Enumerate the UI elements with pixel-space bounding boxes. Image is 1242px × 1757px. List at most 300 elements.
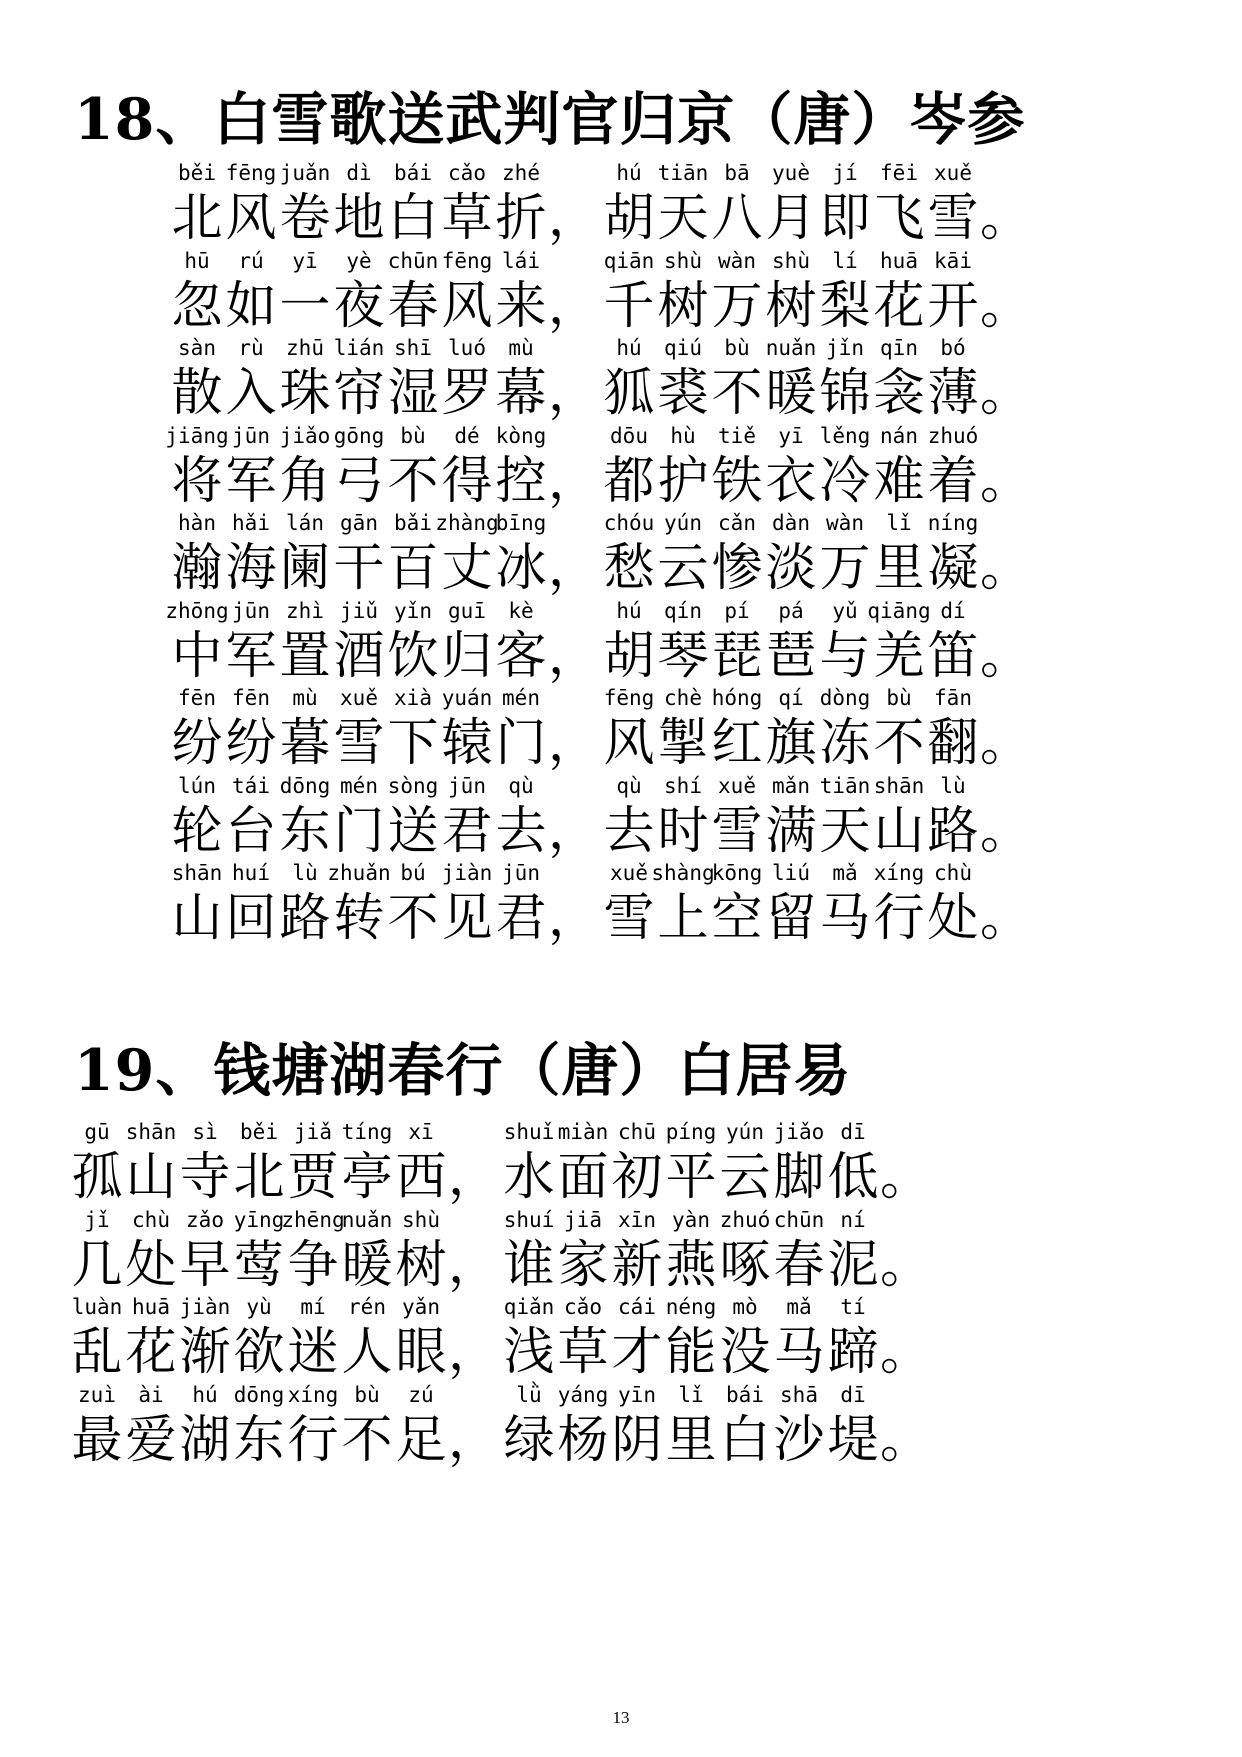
hanzi: 裘 bbox=[657, 364, 709, 423]
pinyin: kōng bbox=[711, 861, 763, 885]
pinyin: tí bbox=[840, 1295, 866, 1319]
punctuation: ， bbox=[548, 626, 600, 686]
hanzi: 燕 bbox=[665, 1235, 717, 1295]
pinyin: chè bbox=[664, 686, 702, 710]
char-cell bbox=[764, 421, 818, 513]
hanzi: 回 bbox=[225, 889, 277, 948]
pinyin: sì bbox=[192, 1120, 218, 1144]
hanzi: 地 bbox=[333, 189, 385, 248]
verse-half bbox=[70, 1292, 448, 1384]
hanzi: 风 bbox=[603, 714, 655, 773]
hanzi: 水 bbox=[503, 1148, 555, 1207]
pinyin: jǐ bbox=[84, 1207, 110, 1232]
char-cell bbox=[278, 333, 332, 425]
pinyin: xuě bbox=[934, 161, 972, 185]
char-cell bbox=[340, 1117, 394, 1209]
pinyin: hú bbox=[616, 336, 642, 360]
hanzi: 着 bbox=[927, 451, 979, 511]
hanzi: 蹄 bbox=[827, 1323, 879, 1382]
pinyin: xuě bbox=[718, 773, 756, 798]
char-cell bbox=[440, 683, 494, 775]
hanzi: 中 bbox=[171, 626, 223, 686]
hanzi: 一 bbox=[279, 276, 331, 336]
pinyin: fēng bbox=[441, 248, 493, 273]
char-cell bbox=[610, 1380, 664, 1472]
char-cell bbox=[494, 158, 548, 250]
pinyin: zǎo bbox=[186, 1207, 224, 1232]
punctuation: ， bbox=[448, 1235, 500, 1295]
verse-half bbox=[602, 771, 980, 863]
char-cell bbox=[232, 1117, 286, 1209]
char-cell bbox=[165, 421, 229, 513]
pinyin: shā bbox=[780, 1382, 818, 1407]
punctuation: 。 bbox=[980, 626, 1032, 686]
punctuation: ， bbox=[548, 451, 600, 511]
pinyin: cǎo bbox=[448, 161, 486, 185]
char-cell bbox=[278, 508, 332, 600]
pinyin: yè bbox=[346, 248, 372, 273]
hanzi: 入 bbox=[225, 364, 277, 423]
char-cell bbox=[440, 158, 494, 250]
char-cell bbox=[602, 858, 656, 950]
punctuation: ， bbox=[448, 1148, 500, 1207]
hanzi: 几 bbox=[71, 1235, 123, 1295]
hanzi: 护 bbox=[657, 451, 709, 511]
char-cell bbox=[656, 246, 710, 338]
hanzi: 夜 bbox=[333, 276, 385, 336]
char-cell bbox=[494, 771, 548, 863]
pinyin: shuí bbox=[503, 1207, 555, 1232]
hanzi: 上 bbox=[657, 889, 709, 948]
hanzi: 留 bbox=[765, 889, 817, 948]
pinyin: juǎn bbox=[279, 161, 331, 185]
hanzi: 归 bbox=[441, 626, 493, 686]
hanzi: 东 bbox=[233, 1410, 285, 1470]
hanzi: 面 bbox=[557, 1148, 609, 1207]
pinyin: lí bbox=[832, 248, 858, 273]
pinyin: hū bbox=[184, 248, 210, 273]
verse-line bbox=[165, 421, 1034, 513]
punctuation: 。 bbox=[880, 1323, 932, 1382]
pinyin: tiān bbox=[657, 161, 709, 185]
hanzi: 卷 bbox=[279, 189, 331, 248]
hanzi: 谁 bbox=[503, 1235, 555, 1295]
char-cell bbox=[278, 858, 332, 950]
hanzi: 将 bbox=[171, 451, 223, 511]
char-cell bbox=[386, 333, 440, 425]
char-cell bbox=[872, 333, 926, 425]
pinyin: lěng bbox=[819, 423, 871, 448]
pinyin: qiān bbox=[603, 248, 655, 273]
pinyin: jūn bbox=[232, 598, 270, 623]
char-cell bbox=[710, 158, 764, 250]
pinyin: shān bbox=[171, 861, 223, 885]
char-cell bbox=[494, 683, 548, 775]
char-cell bbox=[651, 858, 715, 950]
hanzi: 门 bbox=[333, 801, 385, 861]
pinyin: hóng bbox=[711, 686, 763, 710]
hanzi: 台 bbox=[225, 801, 277, 861]
punctuation: 。 bbox=[980, 189, 1032, 248]
pinyin: zhì bbox=[286, 598, 324, 623]
hanzi: 如 bbox=[225, 276, 277, 336]
hanzi: 珠 bbox=[279, 364, 331, 423]
pinyin: qín bbox=[664, 598, 702, 623]
hanzi: 衣 bbox=[765, 451, 817, 511]
pinyin: dōu bbox=[610, 423, 648, 448]
pinyin: mò bbox=[732, 1295, 758, 1319]
char-cell bbox=[818, 421, 872, 513]
hanzi: 爱 bbox=[125, 1410, 177, 1470]
pinyin: pá bbox=[778, 598, 804, 623]
pinyin: fēn bbox=[232, 686, 270, 710]
char-cell bbox=[224, 158, 278, 250]
pinyin: yīng bbox=[233, 1207, 285, 1232]
pinyin: tíng bbox=[341, 1120, 393, 1144]
hanzi: 不 bbox=[387, 889, 439, 948]
hanzi: 君 bbox=[495, 889, 547, 948]
verse-half bbox=[602, 421, 980, 513]
char-cell bbox=[386, 858, 440, 950]
page-number: 13 bbox=[612, 1708, 630, 1727]
hanzi: 去 bbox=[495, 801, 547, 861]
char-cell bbox=[872, 158, 926, 250]
char-cell bbox=[170, 683, 224, 775]
pinyin: bù bbox=[724, 336, 750, 360]
hanzi: 衾 bbox=[873, 364, 925, 423]
char-cell bbox=[332, 158, 386, 250]
pinyin: miàn bbox=[557, 1120, 609, 1144]
pinyin: hú bbox=[616, 598, 642, 623]
char-cell bbox=[394, 1380, 448, 1472]
hanzi: 行 bbox=[873, 889, 925, 948]
pinyin: yǔ bbox=[832, 598, 858, 623]
hanzi: 客 bbox=[495, 626, 547, 686]
char-cell bbox=[386, 596, 440, 688]
pinyin: fēi bbox=[880, 161, 918, 185]
char-cell bbox=[764, 858, 818, 950]
char-cell bbox=[656, 771, 710, 863]
pinyin: běi bbox=[178, 161, 216, 185]
char-cell bbox=[602, 421, 656, 513]
char-cell bbox=[502, 1117, 556, 1209]
pinyin: xuě bbox=[340, 686, 378, 710]
pinyin: shān bbox=[873, 773, 925, 798]
char-cell bbox=[772, 1117, 826, 1209]
verse-half bbox=[165, 421, 548, 513]
char-cell bbox=[656, 333, 710, 425]
hanzi: 愁 bbox=[603, 539, 655, 598]
hanzi: 能 bbox=[665, 1323, 717, 1382]
char-cell bbox=[556, 1292, 610, 1384]
pinyin: lán bbox=[286, 511, 324, 535]
pinyin: guī bbox=[448, 598, 486, 623]
verse-half bbox=[602, 858, 980, 950]
char-cell bbox=[818, 771, 872, 863]
char-cell bbox=[764, 246, 818, 338]
hanzi: 翻 bbox=[927, 714, 979, 773]
char-cell bbox=[178, 1205, 232, 1297]
pinyin: jūn bbox=[502, 861, 540, 885]
pinyin: jiàn bbox=[179, 1295, 231, 1319]
hanzi: 见 bbox=[441, 889, 493, 948]
punctuation: 。 bbox=[980, 451, 1032, 511]
verse-half bbox=[70, 1380, 448, 1472]
hanzi: 不 bbox=[341, 1410, 393, 1470]
pinyin: bú bbox=[400, 861, 426, 885]
punctuation: ， bbox=[548, 364, 600, 423]
punctuation: ， bbox=[548, 189, 600, 248]
pinyin: jūn bbox=[448, 773, 486, 798]
pinyin: fān bbox=[934, 686, 972, 710]
pinyin: nuǎn bbox=[765, 336, 817, 360]
pinyin: pí bbox=[724, 598, 750, 623]
hanzi: 家 bbox=[557, 1235, 609, 1295]
hanzi: 笛 bbox=[927, 626, 979, 686]
hanzi: 孤 bbox=[71, 1148, 123, 1207]
char-cell bbox=[340, 1205, 394, 1297]
hanzi: 冻 bbox=[819, 714, 871, 773]
char-cell bbox=[718, 1292, 772, 1384]
punctuation: 。 bbox=[880, 1235, 932, 1295]
pinyin: lái bbox=[502, 248, 540, 273]
hanzi: 处 bbox=[125, 1235, 177, 1295]
char-cell bbox=[764, 333, 818, 425]
char-cell bbox=[656, 421, 710, 513]
hanzi: 淡 bbox=[765, 539, 817, 598]
pinyin: gū bbox=[84, 1120, 110, 1144]
hanzi: 沙 bbox=[773, 1410, 825, 1470]
verse-line bbox=[170, 158, 1034, 250]
pinyin: wàn bbox=[718, 248, 756, 273]
verse-half bbox=[170, 771, 548, 863]
char-cell bbox=[764, 683, 818, 775]
pinyin: shàng bbox=[651, 861, 715, 885]
char-cell bbox=[610, 1292, 664, 1384]
punctuation: ， bbox=[548, 889, 600, 948]
pinyin: dī bbox=[840, 1382, 866, 1407]
char-cell bbox=[710, 858, 764, 950]
pinyin: tiān bbox=[819, 773, 871, 798]
pinyin: dí bbox=[940, 598, 966, 623]
hanzi: 雪 bbox=[333, 714, 385, 773]
pinyin: shù bbox=[772, 248, 810, 273]
char-cell bbox=[494, 596, 548, 688]
hanzi: 草 bbox=[441, 189, 493, 248]
hanzi: 西 bbox=[395, 1148, 447, 1207]
pinyin: cǎn bbox=[718, 511, 756, 535]
char-cell bbox=[602, 333, 656, 425]
hanzi: 罗 bbox=[441, 364, 493, 423]
char-cell bbox=[826, 1117, 880, 1209]
hanzi: 天 bbox=[657, 189, 709, 248]
hanzi: 辕 bbox=[441, 714, 493, 773]
pinyin: yún bbox=[726, 1120, 764, 1144]
pinyin: fēng bbox=[603, 686, 655, 710]
hanzi: 君 bbox=[441, 801, 493, 861]
hanzi: 狐 bbox=[603, 364, 655, 423]
char-cell bbox=[286, 1380, 340, 1472]
hanzi: 置 bbox=[279, 626, 331, 686]
char-cell bbox=[281, 1205, 345, 1297]
hanzi: 门 bbox=[495, 714, 547, 773]
hanzi: 暖 bbox=[341, 1235, 393, 1295]
pinyin: bǎi bbox=[394, 511, 432, 535]
hanzi: 转 bbox=[333, 889, 385, 948]
hanzi: 琴 bbox=[657, 626, 709, 686]
char-cell bbox=[232, 1205, 286, 1297]
char-cell bbox=[440, 858, 494, 950]
verse-line bbox=[170, 771, 1034, 863]
verse-line bbox=[170, 858, 1034, 950]
hanzi: 饮 bbox=[387, 626, 439, 686]
char-cell bbox=[818, 683, 872, 775]
char-cell bbox=[170, 158, 224, 250]
char-cell bbox=[926, 596, 980, 688]
hanzi: 角 bbox=[279, 451, 331, 511]
hanzi: 得 bbox=[441, 451, 493, 511]
char-cell bbox=[764, 158, 818, 250]
char-cell bbox=[440, 333, 494, 425]
pinyin: qīn bbox=[880, 336, 918, 360]
hanzi: 去 bbox=[603, 801, 655, 861]
verse-half bbox=[170, 158, 548, 250]
char-cell bbox=[170, 246, 224, 338]
char-cell bbox=[926, 421, 980, 513]
char-cell bbox=[710, 508, 764, 600]
pinyin: zhuǎn bbox=[327, 861, 391, 885]
pinyin: lún bbox=[178, 773, 216, 798]
hanzi: 军 bbox=[225, 626, 277, 686]
pinyin: shān bbox=[125, 1120, 177, 1144]
char-cell bbox=[872, 508, 926, 600]
char-cell bbox=[278, 158, 332, 250]
verse-line bbox=[170, 683, 1034, 775]
hanzi: 山 bbox=[873, 801, 925, 861]
char-cell bbox=[502, 1292, 556, 1384]
hanzi: 泥 bbox=[827, 1235, 879, 1295]
hanzi: 胡 bbox=[603, 189, 655, 248]
hanzi: 丈 bbox=[441, 539, 493, 598]
char-cell bbox=[818, 158, 872, 250]
hanzi: 足 bbox=[395, 1410, 447, 1470]
pinyin: jiāng bbox=[165, 423, 229, 448]
hanzi: 即 bbox=[819, 189, 871, 248]
char-cell bbox=[340, 1380, 394, 1472]
hanzi: 百 bbox=[387, 539, 439, 598]
char-cell bbox=[70, 1117, 124, 1209]
char-cell bbox=[435, 508, 499, 600]
hanzi: 亭 bbox=[341, 1148, 393, 1207]
char-cell bbox=[386, 421, 440, 513]
pinyin: jūn bbox=[232, 423, 270, 448]
char-cell bbox=[232, 1380, 286, 1472]
hanzi: 眼 bbox=[395, 1323, 447, 1382]
char-cell bbox=[224, 858, 278, 950]
char-cell bbox=[772, 1380, 826, 1472]
pinyin: dòng bbox=[819, 686, 871, 710]
hanzi: 薄 bbox=[927, 364, 979, 423]
punctuation: 。 bbox=[980, 889, 1032, 948]
punctuation: 。 bbox=[980, 801, 1032, 861]
pinyin: chóu bbox=[603, 511, 655, 535]
char-cell bbox=[494, 858, 548, 950]
verse-half bbox=[170, 508, 548, 600]
pinyin: tái bbox=[232, 773, 270, 798]
char-cell bbox=[502, 1380, 556, 1472]
char-cell bbox=[224, 246, 278, 338]
char-cell bbox=[872, 858, 926, 950]
pinyin: fēng bbox=[225, 161, 277, 185]
hanzi: 暖 bbox=[765, 364, 817, 423]
char-cell bbox=[656, 596, 710, 688]
pinyin: zhàng bbox=[435, 511, 499, 535]
char-cell bbox=[170, 508, 224, 600]
char-cell bbox=[332, 508, 386, 600]
pinyin: yīn bbox=[618, 1382, 656, 1407]
hanzi: 胡 bbox=[603, 626, 655, 686]
punctuation: ， bbox=[448, 1410, 500, 1470]
hanzi: 树 bbox=[395, 1235, 447, 1295]
hanzi: 万 bbox=[711, 276, 763, 336]
char-cell bbox=[278, 771, 332, 863]
pinyin: hú bbox=[192, 1382, 218, 1407]
pinyin: cǎo bbox=[564, 1295, 602, 1319]
hanzi: 瀚 bbox=[171, 539, 223, 598]
char-cell bbox=[710, 421, 764, 513]
char-cell bbox=[556, 1117, 610, 1209]
hanzi: 里 bbox=[873, 539, 925, 598]
pinyin: yī bbox=[292, 248, 318, 273]
pinyin: mù bbox=[292, 686, 318, 710]
pinyin: jiàn bbox=[441, 861, 493, 885]
char-cell bbox=[440, 596, 494, 688]
pinyin: luó bbox=[448, 336, 486, 360]
pinyin: bù bbox=[354, 1382, 380, 1407]
hanzi: 时 bbox=[657, 801, 709, 861]
pinyin: yáng bbox=[557, 1382, 609, 1407]
hanzi: 来 bbox=[495, 276, 547, 336]
pinyin: bái bbox=[394, 161, 432, 185]
punctuation: ， bbox=[448, 1323, 500, 1382]
hanzi: 浅 bbox=[503, 1323, 555, 1382]
pinyin: néng bbox=[665, 1295, 717, 1319]
hanzi: 送 bbox=[387, 801, 439, 861]
hanzi: 春 bbox=[773, 1235, 825, 1295]
char-cell bbox=[602, 158, 656, 250]
hanzi: 雪 bbox=[603, 889, 655, 948]
char-cell bbox=[826, 1380, 880, 1472]
hanzi: 湖 bbox=[179, 1410, 231, 1470]
hanzi: 啄 bbox=[719, 1235, 771, 1295]
hanzi: 绿 bbox=[503, 1410, 555, 1470]
pinyin: shī bbox=[394, 336, 432, 360]
verse-half bbox=[602, 683, 980, 775]
char-cell bbox=[332, 333, 386, 425]
char-cell bbox=[764, 596, 818, 688]
char-cell bbox=[926, 858, 980, 950]
pinyin: dàn bbox=[772, 511, 810, 535]
pinyin: bù bbox=[886, 686, 912, 710]
hanzi: 北 bbox=[233, 1148, 285, 1207]
hanzi: 控 bbox=[495, 451, 547, 511]
char-cell bbox=[818, 596, 872, 688]
pinyin: sòng bbox=[387, 773, 439, 798]
hanzi: 琵 bbox=[711, 626, 763, 686]
pinyin: hàn bbox=[178, 511, 216, 535]
punctuation: 。 bbox=[980, 364, 1032, 423]
hanzi: 花 bbox=[873, 276, 925, 336]
